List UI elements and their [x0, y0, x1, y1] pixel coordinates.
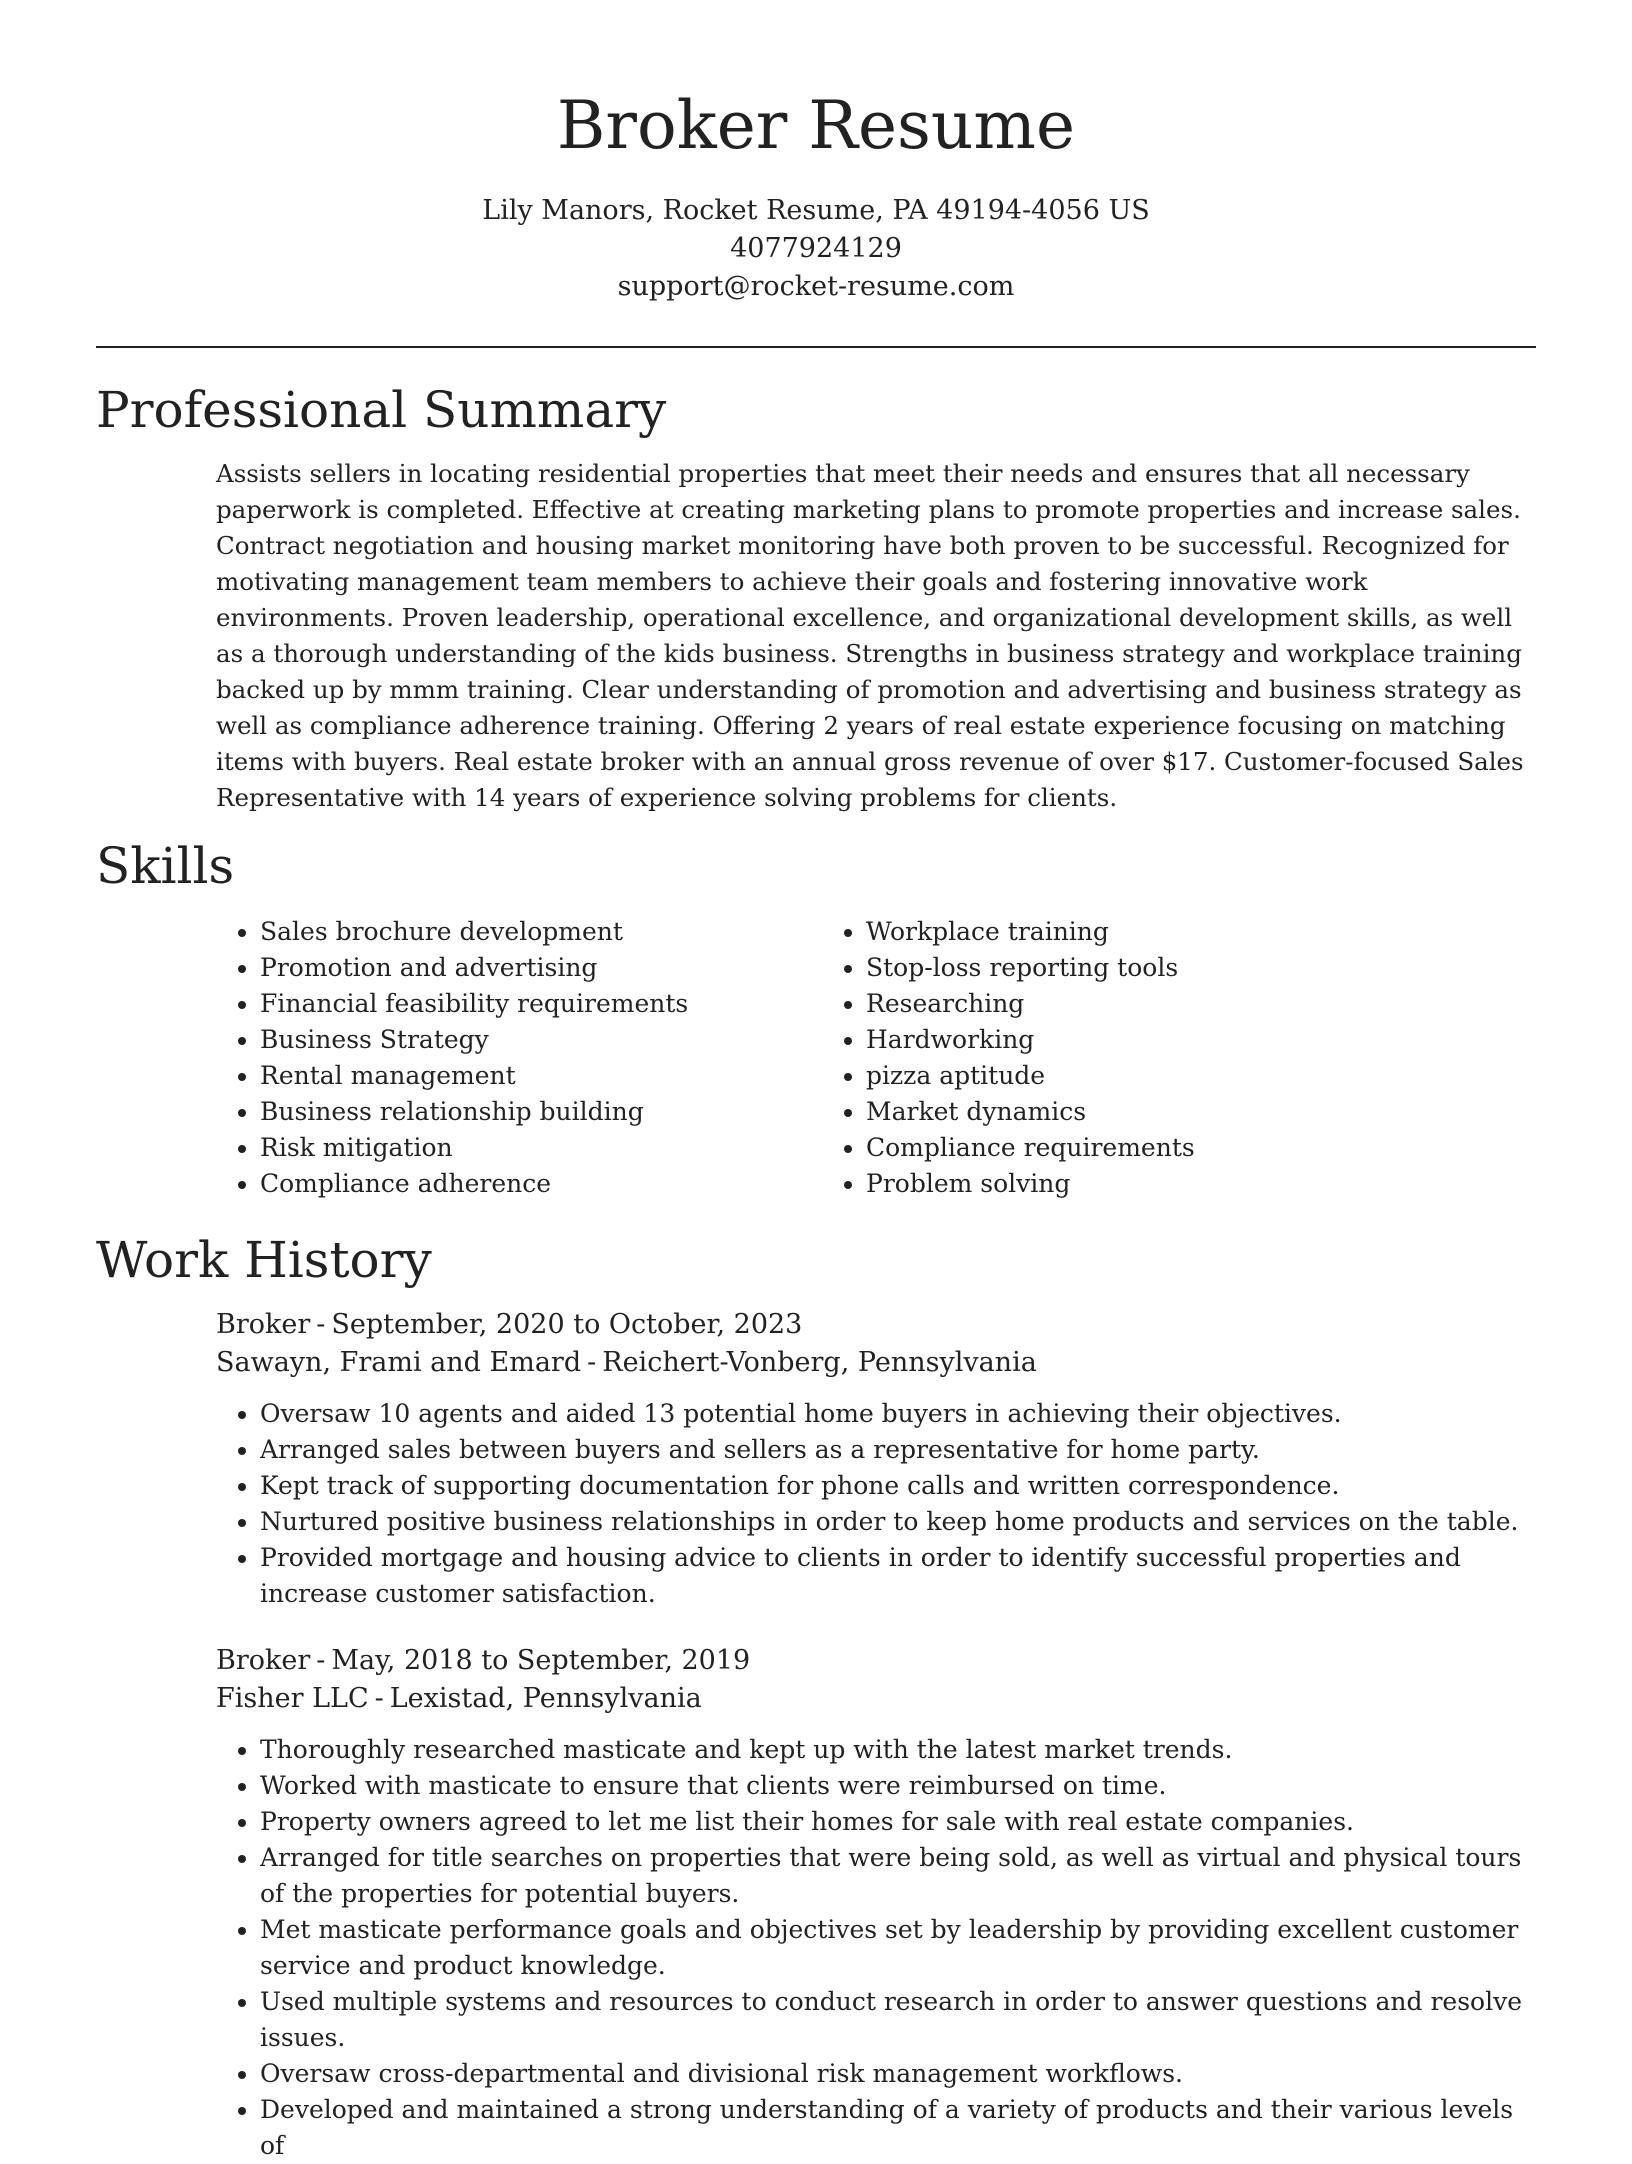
section-title-summary: Professional Summary: [96, 381, 667, 439]
duty-item: • Met masticate performance goals and objectives set by leadership by providing excellent customer service and product knowledge.: [260, 1912, 1536, 1984]
job-duties: [216, 1396, 1536, 1612]
duty-item: • Arranged for title searches on properties that were being sold, as well as virtual and physical tours of the properties for potential buyers.: [260, 1840, 1536, 1912]
job-company: Fisher LLC: [216, 1683, 369, 1714]
section-title-work-history: Work History: [96, 1231, 432, 1289]
skill-item: • Financial feasibility requirements: [260, 986, 822, 1022]
separator: -: [316, 1309, 326, 1340]
duty-item: • Thoroughly researched masticate and kept up with the latest market trends.: [260, 1732, 1536, 1768]
skills-column-right: [822, 914, 1195, 1202]
job-title-line: [216, 1306, 1536, 1344]
duty-item: • Provided mortgage and housing advice to clients in order to identify successful properties and increase customer satisfaction.: [260, 1540, 1536, 1612]
summary-text: Assists sellers in locating residential properties that meet their needs and ensures that all necessary paperwork is completed. Effective at creating marketing plans to promote properties and increase sales. Contract negotiation and housing market monitoring have both proven to be successful. Recognized for motivating management team members to achieve their goals and fostering innovative work environments. Proven leadership, operational excellence, and organizational development skills, as well as a thorough understanding of the kids business. Strengths in business strategy and workplace training backed up by mmm training. Clear understanding of promotion and advertising and business strategy as well as compliance adherence training. Offering 2 years of real estate experience focusing on matching items with buyers. Real estate broker with an annual gross revenue of over $17. Customer-focused Sales Representative with 14 years of experience solving problems for clients.: [216, 459, 1524, 812]
separator: -: [316, 1645, 326, 1676]
duty-item: • Oversaw 10 agents and aided 13 potential home buyers in achieving their objectives.: [260, 1396, 1536, 1432]
skills-list: [216, 914, 1536, 1202]
duty-item: • Worked with masticate to ensure that clients were reimbursed on time.: [260, 1768, 1536, 1804]
duty-item: • Arranged sales between buyers and sellers as a representative for home party.: [260, 1432, 1536, 1468]
job-role: Broker: [216, 1645, 311, 1676]
address-line: Lily Manors, Rocket Resume, PA 49194-4056 US: [482, 195, 1150, 226]
job-role: Broker: [216, 1309, 311, 1340]
job-location: Reichert-Vonberg, Pennsylvania: [602, 1347, 1037, 1378]
contact-info: [96, 192, 1536, 306]
header-divider: [96, 346, 1536, 348]
skill-item: • Promotion and advertising: [260, 950, 822, 986]
duty-item: • Nurtured positive business relationships in order to keep home products and services on the table.: [260, 1504, 1536, 1540]
skills-column-left: [216, 914, 822, 1202]
skill-item: • Market dynamics: [866, 1094, 1195, 1130]
skill-item: • pizza aptitude: [866, 1058, 1195, 1094]
resume-title: Broker Resume: [556, 87, 1076, 164]
job-dates: May, 2018 to September, 2019: [331, 1645, 751, 1676]
job-entry: [216, 1306, 1536, 1612]
duty-item: • Developed and maintained a strong understanding of a variety of products and their various levels of: [260, 2092, 1536, 2164]
job-company-line: [216, 1344, 1536, 1382]
resume-header: [96, 0, 1536, 306]
skill-item: • Stop-loss reporting tools: [866, 950, 1195, 986]
duty-item: • Kept track of supporting documentation for phone calls and written correspondence.: [260, 1468, 1536, 1504]
duty-item: • Used multiple systems and resources to conduct research in order to answer questions and resolve issues.: [260, 1984, 1536, 2056]
email-address[interactable]: support@rocket-resume.com: [617, 271, 1015, 302]
skill-item: • Business relationship building: [260, 1094, 822, 1130]
job-title-line: [216, 1642, 1536, 1680]
skill-item: • Workplace training: [866, 914, 1195, 950]
job-duties: [216, 1732, 1536, 2164]
skill-item: • Business Strategy: [260, 1022, 822, 1058]
skill-item: • Risk mitigation: [260, 1130, 822, 1166]
skill-item: • Compliance requirements: [866, 1130, 1195, 1166]
skill-item: • Hardworking: [866, 1022, 1195, 1058]
duty-item: • Property owners agreed to let me list their homes for sale with real estate companies.: [260, 1804, 1536, 1840]
phone-number: 4077924129: [730, 233, 902, 264]
section-title-skills: Skills: [96, 837, 235, 895]
job-location: Lexistad, Pennsylvania: [389, 1683, 702, 1714]
job-company: Sawayn, Frami and Emard: [216, 1347, 582, 1378]
skill-item: • Researching: [866, 986, 1195, 1022]
separator: -: [587, 1347, 597, 1378]
job-company-line: [216, 1680, 1536, 1718]
job-dates: September, 2020 to October, 2023: [331, 1309, 803, 1340]
skill-item: • Rental management: [260, 1058, 822, 1094]
job-entry: [216, 1642, 1536, 2164]
resume-page: [96, 0, 1536, 2164]
skill-item: • Problem solving: [866, 1166, 1195, 1202]
separator: -: [374, 1683, 384, 1714]
duty-item: • Oversaw cross-departmental and divisional risk management workflows.: [260, 2056, 1536, 2092]
skill-item: • Compliance adherence: [260, 1166, 822, 1202]
skill-item: • Sales brochure development: [260, 914, 822, 950]
